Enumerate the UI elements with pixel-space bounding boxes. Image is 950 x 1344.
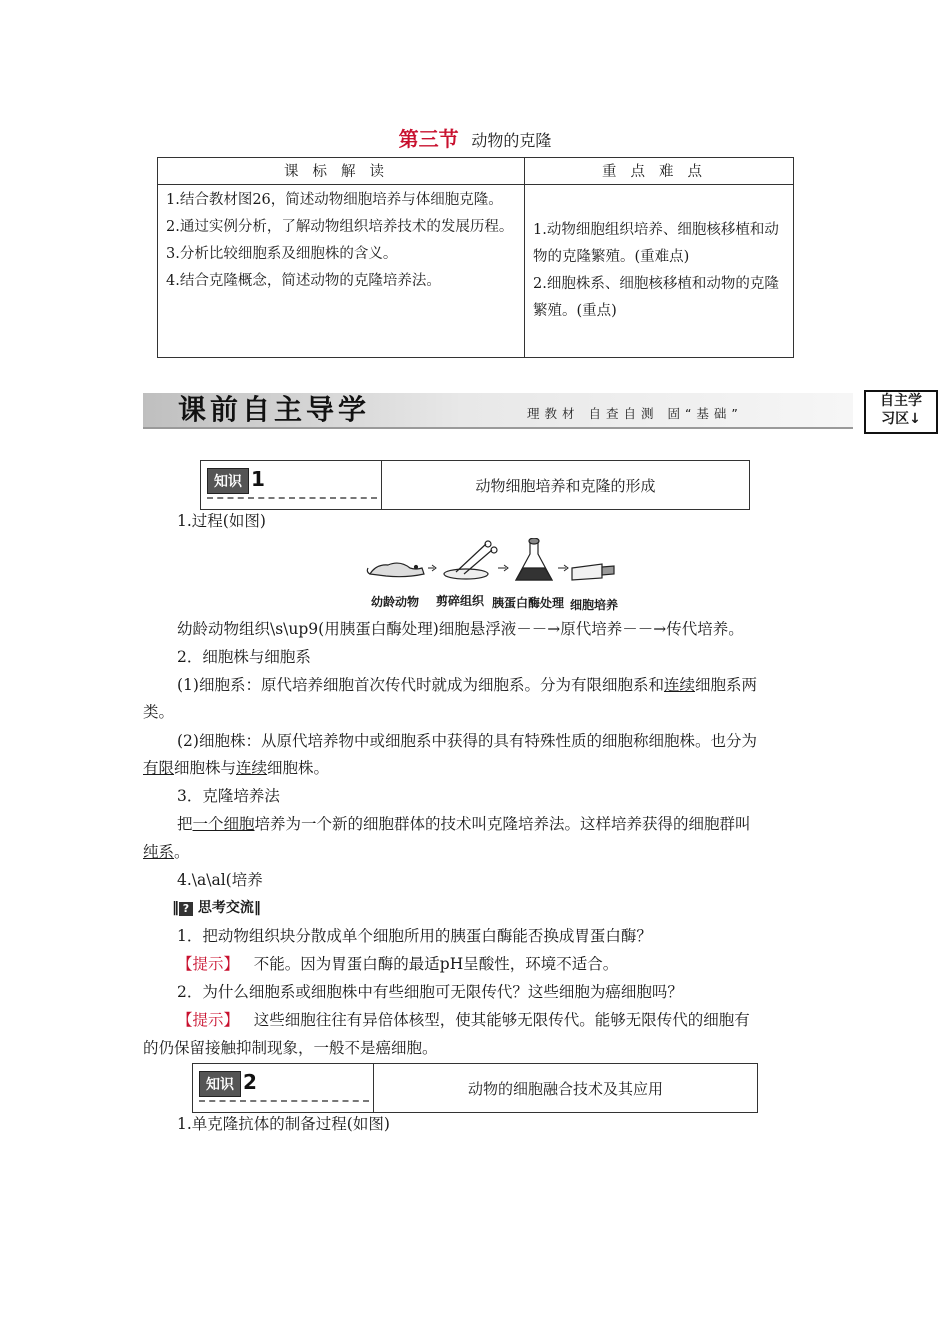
paragraph: 4.\a\al(培养 (177, 871, 263, 889)
table-header-standards: 课标解读 (158, 158, 525, 185)
knowledge-box-2 (192, 1063, 758, 1113)
key-point-item: 1.动物细胞组织培养、细胞核移植和动物的克隆繁殖。(重难点) (533, 222, 779, 265)
figure-label: 剪碎组织 (436, 594, 485, 608)
tip-label: 【提示】 (177, 955, 240, 973)
key-points-cell (525, 185, 794, 358)
process-label: 1.单克隆抗体的制备过程(如图) (177, 1115, 390, 1133)
paragraph: 把一个细胞培养为一个新的细胞群体的技术叫克隆培养法。这样培养获得的细胞群叫 (177, 815, 751, 833)
section-name: 动物的克隆 (471, 131, 552, 150)
arrow-icon (498, 565, 508, 571)
standard-item: 1.结合教材图26，简述动物细胞培养与体细胞克隆。 (166, 192, 503, 208)
knowledge-tag-2 (199, 1070, 369, 1094)
standard-item: 2.通过实例分析，了解动物组织培养技术的发展历程。 (166, 219, 514, 235)
answer: 【提示】 不能。因为胃蛋白酶的最适pH呈酸性，环境不适合。 (177, 955, 619, 973)
arrow-down-icon: ↓ (909, 411, 921, 427)
page-title (0, 123, 950, 152)
knowledge-box-1 (200, 460, 750, 510)
subheading: 2．细胞株与细胞系 (177, 648, 311, 666)
knowledge-label: 知识 (199, 1071, 241, 1097)
knowledge-number: 2 (243, 1070, 257, 1094)
dashed-divider (207, 497, 377, 499)
question: 1．把动物组织块分散成单个细胞所用的胰蛋白酶能否换成胃蛋白酶？ (177, 927, 652, 945)
paragraph-continued: 类。 (143, 703, 175, 721)
self-study-badge (864, 390, 938, 434)
process-flow: 幼龄动物组织\s\up9(用胰蛋白酶处理)细胞悬浮液－－→原代培养－－→传代培养。 (177, 620, 744, 638)
paragraph: (1)细胞系：原代培养细胞首次传代时就成为细胞系。分为有限细胞系和连续细胞系两 (177, 676, 757, 694)
table-header-key-points: 重点难点 (525, 158, 794, 185)
arrow-icon (428, 565, 436, 571)
paragraph-continued: 纯系。 (143, 843, 190, 861)
knowledge-number: 1 (251, 467, 265, 491)
think-heading: ‖ ? 思考交流‖ (172, 900, 261, 916)
knowledge-heading: 动物的细胞融合技术及其应用 (467, 1080, 663, 1098)
section-number: 第三节 (398, 127, 459, 151)
figure-label: 细胞培养 (570, 598, 619, 612)
paragraph: (2)细胞株：从原代培养物中或细胞系中获得的具有特殊性质的细胞称细胞株。也分为 (177, 732, 757, 750)
subheading: 3．克隆培养法 (177, 787, 280, 805)
banner-subtitle: 理教材 自查自测 固“基础” (527, 406, 743, 421)
culture-bottle-icon (572, 564, 614, 580)
culture-process-figure (366, 538, 620, 588)
knowledge-label: 知识 (207, 468, 249, 494)
standards-cell (158, 185, 525, 358)
flask-icon (516, 538, 552, 580)
objectives-table (157, 157, 794, 358)
question: 2．为什么细胞系或细胞株中有些细胞可无限传代？这些细胞为癌细胞吗？ (177, 983, 683, 1001)
process-label: 1.过程(如图) (177, 512, 266, 530)
knowledge-heading: 动物细胞培养和克隆的形成 (475, 477, 656, 495)
badge-line1: 自主学 (880, 393, 922, 409)
scissors-dish-icon (444, 541, 497, 579)
paragraph-continued: 有限细胞株与连续细胞株。 (143, 759, 330, 777)
badge-line2: 习区 (881, 411, 910, 427)
answer: 【提示】 这些细胞往往有异倍体核型，使其能够无限传代。能够无限传代的细胞有 (177, 1011, 750, 1029)
standard-item: 4.结合克隆概念，简述动物的克隆培养法。 (166, 273, 441, 289)
figure-label: 胰蛋白酶处理 (492, 596, 565, 610)
arrow-icon (558, 565, 568, 571)
standard-item: 3.分析比较细胞系及细胞株的含义。 (166, 246, 398, 262)
tip-label: 【提示】 (177, 1011, 240, 1029)
question-icon: ? (179, 902, 193, 916)
mouse-icon (367, 563, 424, 577)
answer-continued: 的仍保留接触抑制现象，一般不是癌细胞。 (143, 1039, 438, 1057)
figure-label: 幼龄动物 (371, 595, 420, 609)
key-point-item: 2.细胞株系、细胞核移植和动物的克隆繁殖。(重点) (533, 276, 779, 319)
knowledge-tag-1 (207, 467, 377, 491)
banner-title: 课前自主导学 (178, 393, 371, 426)
dashed-divider (199, 1100, 369, 1102)
